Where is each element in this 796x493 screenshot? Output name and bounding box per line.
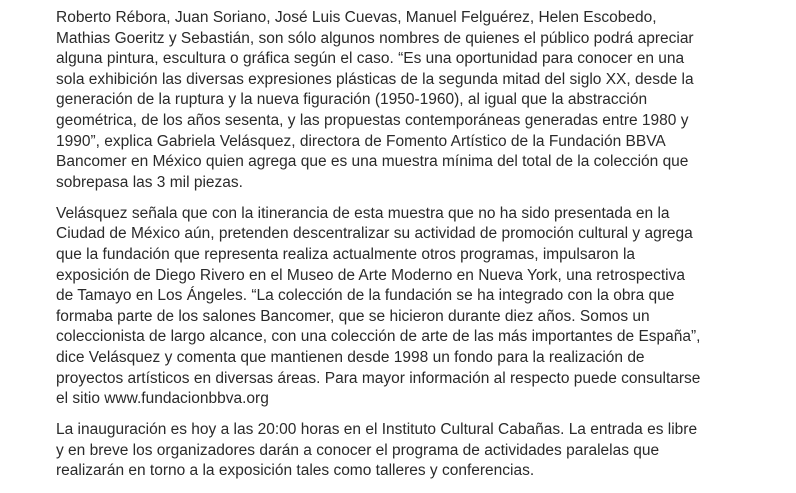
article-body: [56, 8, 756, 493]
paragraph-inauguration: [56, 420, 756, 482]
text-line: 1990”, explica Gabriela Velásquez, directora de Fomento Artístico de la Fundación BBVA: [56, 132, 666, 150]
text-line: de Tamayo en Los Ángeles. “La colección de la fundación se ha integrado con la obra que: [56, 287, 675, 305]
text-line: alguna pintura, escultura o gráfica según el caso. “Es una oportunidad para conocer en una: [56, 50, 685, 68]
text-line: realizarán en torno a la exposición tales como talleres y conferencias.: [56, 462, 535, 480]
text-line: geométrica, de los años sesenta, y las propuestas contemporáneas generadas entre 1980 y: [56, 111, 689, 129]
text-line: coleccionista de largo alcance, con una colección de arte de las más importantes de España”,: [56, 328, 701, 346]
text-line: formaba parte de los salones Bancomer, que se hicieron durante diez años. Somos un: [56, 307, 650, 325]
text-line: Ciudad de México aún, pretenden descentralizar su actividad de promoción cultural y agrega: [56, 225, 693, 243]
text-line: dice Velásquez y comenta que mantienen desde 1998 un fondo para la realización de: [56, 349, 645, 366]
text-line: proyectos artísticos en diversas áreas. Para mayor información al respecto puede consultarse: [56, 369, 701, 387]
text-line: que la fundación que representa realiza actualmente otros programas, impulsaron la: [56, 246, 636, 264]
text-line: sobrepasa las 3 mil piezas.: [56, 173, 243, 191]
text-line: La inauguración es hoy a las 20:00 horas en el Instituto Cultural Cabañas. La entrada es libre: [56, 421, 698, 439]
text-line: Roberto Rébora, Juan Soriano, José Luis Cuevas, Manuel Felguérez, Helen Escobedo,: [56, 9, 657, 26]
text-line: Mathias Goeritz y Sebastián, son sólo algunos nombres de quienes el público podrá apreciar: [56, 29, 694, 47]
text-line: el sitio www.fundacionbbva.org: [56, 390, 269, 408]
paragraph-artists-exhibition: [56, 8, 756, 193]
paragraph-velasquez-statement: [56, 204, 756, 410]
text-line: exposición de Diego Rivero en el Museo de Arte Moderno en Nueva York, una retrospectiva: [56, 266, 685, 284]
text-line: sola exhibición las diversas expresiones plásticas de la segunda mitad del siglo XX, desde la: [56, 70, 694, 88]
text-line: generación de la ruptura y la nueva figuración (1950-1960), al igual que la abstracción: [56, 91, 648, 109]
text-line: y en breve los organizadores darán a conocer el programa de actividades paralelas que: [56, 441, 660, 459]
text-line: Velásquez señala que con la itinerancia de esta muestra que no ha sido presentada en la: [56, 204, 670, 222]
text-line: Bancomer en México quien agrega que es una muestra mínima del total de la colección que: [56, 153, 689, 171]
